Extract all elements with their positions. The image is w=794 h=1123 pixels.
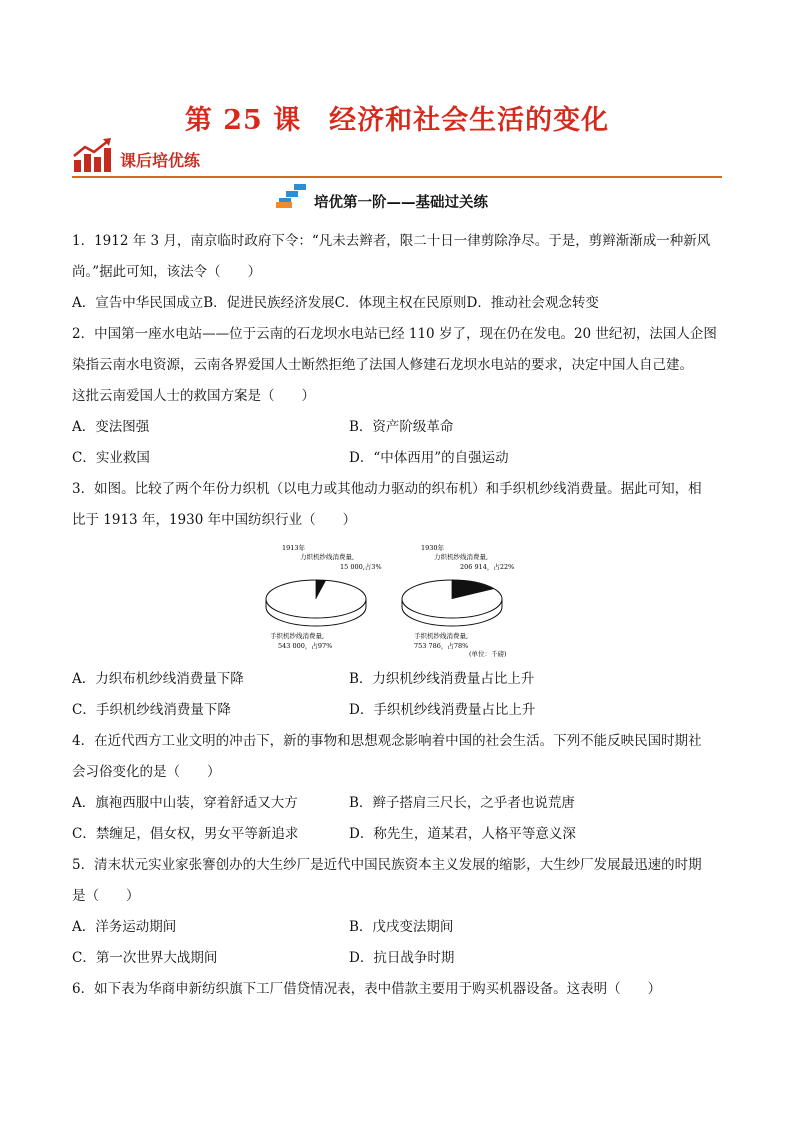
section-header — [72, 138, 722, 178]
section-divider — [72, 176, 722, 178]
question-6 — [72, 974, 724, 1005]
option-b: B．力织机纱线消费量占比上升 — [349, 671, 535, 687]
question-3 — [72, 474, 724, 726]
question-5 — [72, 850, 724, 974]
unit-label: (单位：千磅) — [469, 650, 507, 658]
stairs-icon — [276, 183, 308, 209]
hand-value-1913: 543 000，占97% — [278, 642, 333, 650]
stage-header — [0, 183, 794, 213]
option-b: B．促进民族经济发展 — [203, 295, 335, 311]
question-line: 6．如下表为华商申新纺织旗下工厂借贷情况表，表中借款主要用于购买机器设备。这表明（ ） — [72, 981, 662, 997]
power-value-1930: 206 914，占22% — [460, 563, 515, 571]
option-c: C．第一次世界大战期间 — [72, 950, 218, 966]
pie-chart-figure — [72, 536, 724, 664]
options-row — [72, 443, 724, 474]
question-4 — [72, 726, 724, 850]
page-title: 第 25 课 经济和社会生活的变化 — [184, 105, 610, 136]
options-row — [72, 912, 724, 943]
option-b: B．辫子搭肩三尺长，之乎者也说荒唐 — [349, 795, 575, 811]
option-a: A．变法图强 — [72, 419, 150, 435]
power-label-1930: 力织机纱线消费量, — [434, 553, 489, 561]
question-line: 是（ ） — [72, 888, 140, 904]
option-a: A．宣告中华民国成立 — [72, 295, 204, 311]
question-line: 尚。”据此可知，该法令（ ） — [72, 264, 262, 280]
option-a: A．旗袍西服中山装，穿着舒适又大方 — [72, 795, 298, 811]
option-a: A．洋务运动期间 — [72, 919, 177, 935]
option-d: D．推动社会观念转变 — [466, 295, 599, 311]
option-b: B．资产阶级革命 — [349, 419, 454, 435]
pie-charts — [264, 538, 532, 660]
power-label-1913: 力织机纱线消费量, — [300, 553, 355, 561]
options-row — [72, 788, 724, 819]
question-line: 3．如图。比较了两个年份力织机（以电力或其他动力驱动的织布机）和手织机纱线消费量。据此可知，相 — [72, 481, 702, 497]
hand-value-1930: 753 786，占78% — [414, 642, 469, 650]
option-a: A．力织布机纱线消费量下降 — [72, 671, 244, 687]
question-line: 2．中国第一座水电站——位于云南的石龙坝水电站已经 110 岁了，现在仍在发电。20 世纪初，法国人企图 — [72, 326, 717, 342]
year-label-1913: 1913年 — [282, 544, 306, 552]
option-d: D．称先生，道某君，人格平等意义深 — [349, 826, 576, 842]
question-line: 比于 1913 年，1930 年中国纺织行业（ ） — [72, 512, 357, 528]
year-label-1930: 1930年 — [421, 544, 445, 552]
question-line: 染指云南水电资源，云南各界爱国人士断然拒绝了法国人修建石龙坝水电站的要求，决定中国人自己建。 — [72, 357, 693, 373]
hand-label-1930: 手织机纱线消费量, — [414, 632, 469, 640]
power-value-1913: 15 000,占3% — [340, 563, 382, 571]
options-row — [72, 695, 724, 726]
question-list — [72, 226, 724, 1005]
options-row — [72, 664, 724, 695]
option-c: C．体现主权在民原则 — [334, 295, 467, 311]
pie-1913 — [266, 543, 382, 650]
options-row — [72, 943, 724, 974]
option-b: B．戊戌变法期间 — [349, 919, 454, 935]
hand-label-1913: 手织机纱线消费量, — [270, 632, 325, 640]
option-c: C．手织机纱线消费量下降 — [72, 702, 231, 718]
options-row — [72, 288, 724, 319]
question-line: 5．清末状元实业家张謇创办的大生纱厂是近代中国民族资本主义发展的缩影，大生纱厂发展最迅速的时期 — [72, 857, 702, 873]
question-line: 4．在近代西方工业文明的冲击下，新的事物和思想观念影响着中国的社会生活。下列不能反映民国时期社 — [72, 733, 702, 749]
option-c: C．实业救国 — [72, 450, 150, 466]
option-c: C．禁缠足，倡女权，男女平等新追求 — [72, 826, 299, 842]
option-d: D．抗日战争时期 — [349, 950, 455, 966]
section-label: 课后培优练 — [120, 151, 201, 170]
question-1 — [72, 226, 724, 319]
question-line: 这批云南爱国人士的救国方案是（ ） — [72, 388, 315, 404]
options-row — [72, 819, 724, 850]
options-row — [72, 412, 724, 443]
pie-1930 — [402, 543, 514, 658]
option-d: D．“中体西用”的自强运动 — [349, 450, 509, 466]
bar-chart-arrow-icon — [72, 138, 114, 174]
option-d: D．手织机纱线消费量占比上升 — [349, 702, 536, 718]
question-2 — [72, 319, 724, 474]
stage-title: 培优第一阶——基础过关练 — [314, 195, 488, 211]
question-line: 会习俗变化的是（ ） — [72, 764, 221, 780]
question-line: 1．1912 年 3 月，南京临时政府下令：“凡未去辫者，限二十日一律剪除净尽。于是，剪辫渐渐成一种新风 — [72, 233, 711, 249]
